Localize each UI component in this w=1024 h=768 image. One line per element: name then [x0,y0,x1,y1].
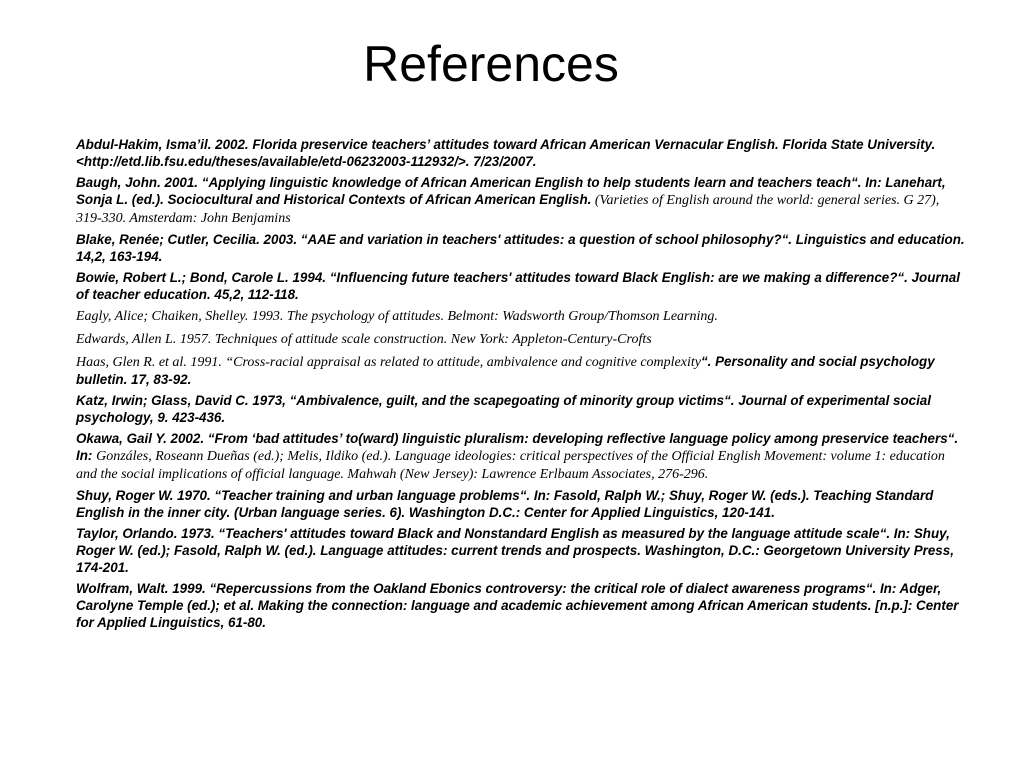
reference-item [76,231,966,265]
reference-text: Baugh, John. 2001. “Applying linguistic knowledge of African American English to help students learn and teachers teach“. In: Lanehart, Sonja L. (ed.). Sociocultural and Historical Contexts of African American English. [76,175,946,207]
reference-text-serif: Haas, Glen R. et al. 1991. “Cross-racial appraisal as related to attitude, ambivalence and cognitive complexity [76,355,701,370]
page-title: References [363,36,619,92]
reference-text-serif: Gonzáles, Roseann Dueñas (ed.); Melis, Ildiko (ed.). Language ideologies: critical perspectives of the Official English Movement: volume 1: education and the social implications of official language. Mahwah (New Jersey): Lawrence Erlbaum Associates, 276-296. [76,449,945,482]
reference-text: Okawa, Gail Y. 2002. “From ‘bad attitudes’ to(ward) linguistic pluralism: developing reflective language policy among preservice teachers“. In: [76,431,959,463]
reference-item [76,525,966,576]
reference-item [76,269,966,303]
reference-item [76,353,966,388]
reference-item [76,174,966,227]
reference-item [76,307,966,325]
reference-item [76,330,966,348]
reference-item [76,430,966,483]
reference-item [76,136,966,170]
reference-text-serif: Eagly, Alice; Chaiken, Shelley. 1993. The psychology of attitudes. Belmont: Wadsworth Group/Thomson Learning. [76,309,718,324]
reference-text: Bowie, Robert L.; Bond, Carole L. 1994. “Influencing future teachers' attitudes toward Black English: are we making a difference?“. Journal of teacher education. 45,2, 112-118. [76,270,960,302]
reference-item [76,580,966,631]
reference-item [76,487,966,521]
reference-text-serif: (Varieties of English around the world: general series. G 27), 319-330. Amsterdam: John Benjamins [76,193,940,226]
reference-text-serif: Edwards, Allen L. 1957. Techniques of attitude scale construction. New York: Appleton-Century-Crofts [76,332,652,347]
reference-item [76,392,966,426]
reference-text: Taylor, Orlando. 1973. “Teachers' attitudes toward Black and Nonstandard English as measured by the language attitude scale“. In: Shuy, Roger W. (ed.); Fasold, Ralph W. (ed.). Language attitudes: current trends and prospects. Washington, D.C.: Georgetown University Press, 174-201. [76,526,954,575]
reference-text: “. Personality and social psychology bulletin. 17, 83-92. [76,354,935,387]
reference-text: Wolfram, Walt. 1999. “Repercussions from the Oakland Ebonics controversy: the critical role of dialect awareness programs“. In: Adger, Carolyne Temple (ed.); et al. Making the connection: language and academic achievement among African American students. [n.p.]: Center for Applied Linguistics, 61-80. [76,581,959,630]
reference-text: Shuy, Roger W. 1970. “Teacher training and urban language problems“. In: Fasold, Ralph W.; Shuy, Roger W. (eds.). Teaching Standard English in the inner city. (Urban language series. 6). Washington D.C.: Center for Applied Linguistics, 120-141. [76,488,934,520]
reference-list [76,136,966,635]
reference-text: Katz, Irwin; Glass, David C. 1973, “Ambivalence, guilt, and the scapegoating of minority group victims“. Journal of experimental social psychology, 9. 423-436. [76,393,931,425]
reference-text: Abdul-Hakim, Isma’il. 2002. Florida preservice teachers’ attitudes toward African American Vernacular English. Florida State University. <http://etd.lib.fsu.edu/theses/available/etd-06232003-112932/>. 7/23/2007. [76,137,936,169]
reference-text: Blake, Renée; Cutler, Cecilia. 2003. “AAE and variation in teachers' attitudes: a question of school philosophy?“. Linguistics and education. 14,2, 163-194. [76,232,965,264]
